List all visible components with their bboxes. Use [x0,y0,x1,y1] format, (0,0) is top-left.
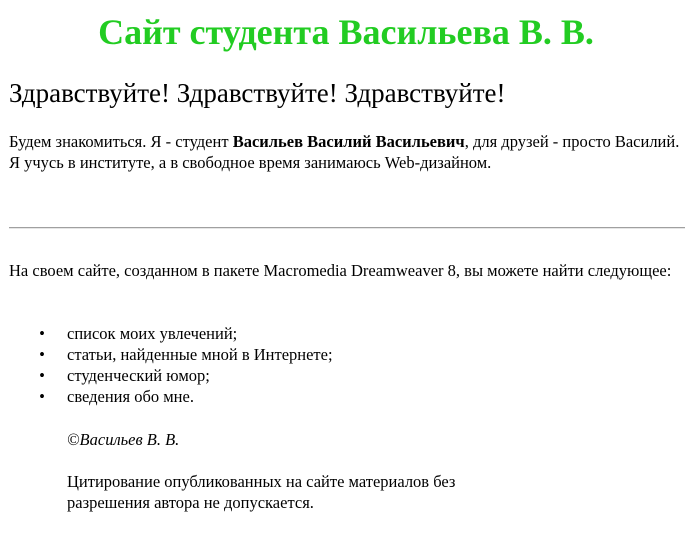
copyright-notice: Цитирование опубликованных на сайте материалов без разрешения автора не допускается. [67,472,456,512]
student-name: Васильев Василий Васильевич [232,132,465,151]
intro-paragraph [9,131,687,173]
horizontal-rule [9,227,685,229]
intro-text-start: Будем знакомиться. Я - студент [9,132,233,151]
intro-text-end: , для друзей - просто Василий. Я учусь в институте, а в свободное время занимаюсь Web-дизайном. [9,132,680,172]
bullet-icon: • [39,387,45,406]
contents-lead-paragraph: На своем сайте, созданном в пакете Macromedia Dreamweaver 8, вы можете найти следующее: [9,261,672,280]
greeting-heading: Здравствуйте! Здравствуйте! Здравствуйте! [9,78,506,108]
bullet-icon: • [39,324,45,343]
list-item-text: сведения обо мне. [67,387,194,406]
site-title: Сайт студента Васильева В. В. [98,12,594,52]
copyright-text: ©Васильев В. В. [67,430,180,449]
list-item [39,323,333,344]
list-item [39,365,333,386]
list-item-text: статьи, найденные мной в Интернете; [67,345,333,364]
list-item-text: список моих увлечений; [67,324,238,343]
list-item [39,344,333,365]
bullet-icon: • [39,345,45,364]
list-item [39,386,333,407]
list-item-text: студенческий юмор; [67,366,210,385]
bullet-icon: • [39,366,45,385]
contents-list [39,323,333,407]
